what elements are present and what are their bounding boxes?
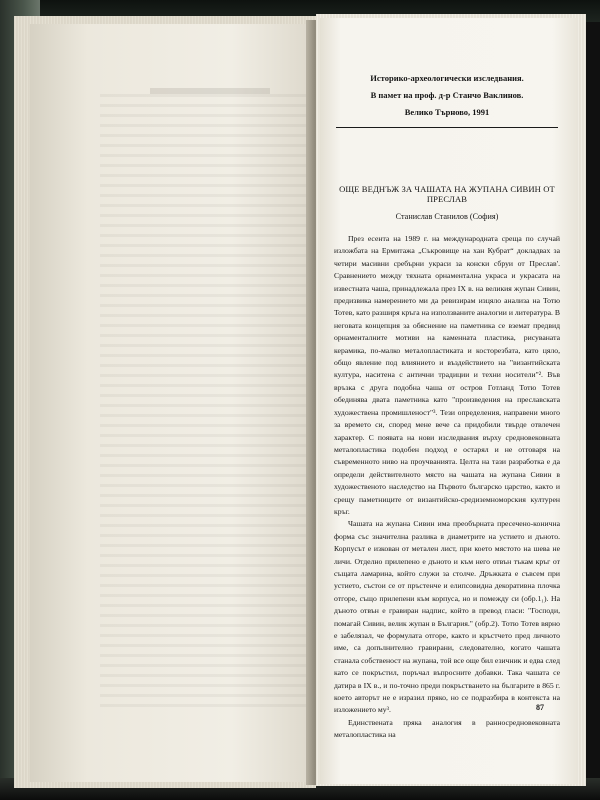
left-page: [30, 24, 318, 782]
header-line-1: Историко-археологически изследвания.: [370, 73, 524, 83]
page-number: 87: [536, 703, 544, 712]
page-content: [334, 70, 560, 742]
paragraph-3: Единствената пряка аналогия в ранносредновековната металопластика на: [334, 717, 560, 740]
publication-header: [334, 70, 560, 121]
header-line-2: В памет на проф. д-р Станчо Ваклинов.: [370, 90, 524, 100]
article-title: ОЩЕ ВЕДНЪЖ ЗА ЧАШАТА НА ЖУПАНА СИВИН ОТ ПРЕСЛАВ: [339, 184, 555, 204]
article-author: Станислав Станилов (София): [395, 212, 499, 221]
paragraph-1: През есента на 1989 г. на международната среща по случай изложбата на Ермитажа „Съкровище на хан Кубрат“ докладвах за четири масивни сребърни украси за конски сбруи от Преслав'. Сравнението между тяхната орнаментална украса и украсата на известната чаша, принадлежала през IX в. на великия жупан Сивин, предизвика намерението ми да ревизирам изцяло анализа на Тотю Тотев, като разширя кръга на използваните аналогии и литература. В неговата концепция за обяснение на паметника се вземат предвид орнаменталните мотиви на каменната пластика, рисуваната керамика, по-малко металопластиката и косторезбата, като цяло, общо явление под влиянието и въздействието на "византийската култура, наситена с антични традиции и техни носители"². Във връзка с друга подобна чаша от остров Готланд Тотю Тотев обединява двата паметника като "произведения на преславската художествена промишленост"³. Тези определения, направени много за времето си, според мене вече са придобили твърде отвлечен характер. С появата на нови изследвания върху средновековната металопластика подобен подход е остарял и не отговаря на съвременното ниво на проучванията. Целта на тази разработка е да определи действителното място на чашата на жупана Сивин в художественото наследство на Първото българско царство, както и срещу паметниците от византийско-средиземноморския културен кръг.: [334, 234, 560, 516]
header-line-3: Велико Търново, 1991: [404, 107, 490, 117]
header-rule: [336, 127, 558, 128]
show-through-text: [100, 94, 310, 714]
paragraph-2: Чашата на жупана Сивин има преобърната пресечено-конична форма със значителна разлика в диаметрите на устието и дъното. Корпусът е изкован от метален лист, при което мястото на шева не личи. Отделно прилепено е дъното и към него отвън тъкам кръг от същата ламарина, който служи за столче. Дръжката е съвсем при устието, състои се от пръстенче и елипсовидна декоративна плочка отгоре, също прилепени към корпуса, но и помежду си (обр.1₁). На дъното отвън е гравиран надпис, който в превод гласи: "Господи, помагай Сивин, велик жупан в България." (обр.2). Тотю Тотев вярно е забелязал, че формулата отгоре, както и кръстчето пред личното име, са допълнително гравирани, следователно, когато чашата станала собственост на жупана, той все още бил езичник и едва след като се покръстил, поръчал въпросните добавки. Така чашата се датира в IX в., и по-точно преди покръстването на българите в 865 г. което авторът не е изразил пряко, но се подразбира в контекста на изложението му³.: [334, 519, 560, 715]
